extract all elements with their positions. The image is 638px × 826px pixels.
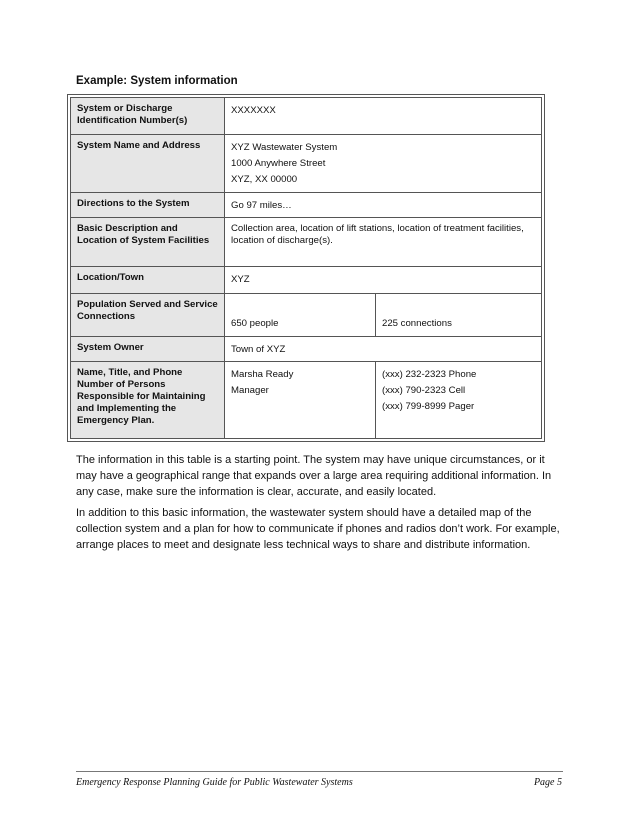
table-row <box>71 294 542 337</box>
label-description: Basic Description and Location of System Facilities <box>71 218 225 267</box>
contact-title: Manager <box>231 385 269 396</box>
phone-line: (xxx) 232-2323 Phone <box>382 369 477 380</box>
label-location: Location/Town <box>71 267 225 294</box>
address-line: XYZ, XX 00000 <box>231 174 298 185</box>
value-text: XXXXXXX <box>231 105 276 116</box>
label-directions: Directions to the System <box>71 193 225 218</box>
footer-divider <box>76 771 563 772</box>
label-population: Population Served and Service Connections <box>71 294 225 337</box>
label-contact: Name, Title, and Phone Number of Persons Responsible for Maintaining and Implementing the Emergency Plan. <box>71 362 225 439</box>
paragraph: The information in this table is a starting point. The system may have unique circumstances, or it may have a geographical range that expands over a large area requiring additional information. In any case, make sure the information is clear, accurate, and easily located. <box>76 454 552 498</box>
label-system-name: System Name and Address <box>71 135 225 193</box>
label-system-id: System or Discharge Identification Number(s) <box>71 98 225 135</box>
paragraph: In addition to this basic information, the wastewater system should have a detailed map of the collection system and a plan for how to communicate if phones and radios don’t work. For example, arrange places to meet and designate less technical ways to share and distribute information. <box>76 507 560 551</box>
footer-title: Emergency Response Planning Guide for Public Wastewater Systems <box>76 777 353 788</box>
table-row <box>71 267 542 294</box>
value-location <box>225 267 542 294</box>
table-row <box>71 362 542 439</box>
system-info-table <box>67 94 545 442</box>
contact-name: Marsha Ready <box>231 369 294 380</box>
value-directions <box>225 193 542 218</box>
table-row <box>71 193 542 218</box>
address-line: XYZ Wastewater System <box>231 142 338 153</box>
value-text: Town of XYZ <box>231 344 286 355</box>
label-owner: System Owner <box>71 337 225 362</box>
page-number: Page 5 <box>533 777 562 788</box>
phone-line: (xxx) 799-8999 Pager <box>382 401 475 412</box>
value-contact-phones <box>376 362 542 439</box>
table-row <box>71 135 542 193</box>
value-owner <box>225 337 542 362</box>
table-row <box>71 98 542 135</box>
value-system-name <box>225 135 542 193</box>
value-text: XYZ <box>231 274 250 285</box>
section-heading: Example: System information <box>76 75 238 87</box>
phone-line: (xxx) 790-2323 Cell <box>382 385 466 396</box>
value-text: Go 97 miles… <box>231 200 292 211</box>
table-row <box>71 337 542 362</box>
value-contact-person <box>225 362 376 439</box>
value-people: 650 people <box>225 294 376 337</box>
table-row <box>71 218 542 267</box>
value-connections: 225 connections <box>376 294 542 337</box>
value-description: Collection area, location of lift stations, location of treatment facilities, location of discharge(s). <box>225 218 542 267</box>
value-system-id <box>225 98 542 135</box>
address-line: 1000 Anywhere Street <box>231 158 326 169</box>
